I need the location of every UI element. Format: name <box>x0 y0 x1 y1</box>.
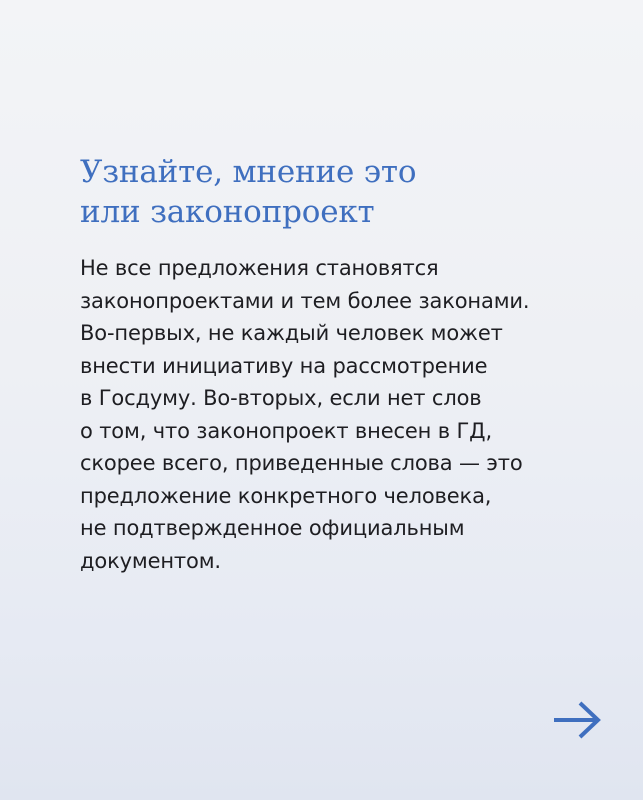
next-button[interactable] <box>550 698 604 742</box>
arrow-right-icon <box>550 698 604 742</box>
headline <box>80 152 580 232</box>
body-line: предложение конкретного человека, <box>80 483 492 508</box>
body-line: не подтвержденное официальным <box>80 516 465 540</box>
body-line: Не все предложения становятся <box>80 256 439 280</box>
body-line: внести инициативу на рассмотрение <box>80 353 488 378</box>
body-line: документом. <box>80 548 221 573</box>
headline-line: Узнайте, мнение это <box>80 154 417 190</box>
headline-line: или законопроект <box>80 194 375 230</box>
body-line: законопроектами и тем более законами. <box>80 288 530 313</box>
body-paragraph <box>80 252 620 577</box>
body-line: скорее всего, приведенные слова — это <box>80 451 523 475</box>
body-line: в Госдуму. Во-вторых, если нет слов <box>80 386 482 410</box>
body-line: Во-первых, не каждый человек может <box>80 321 503 345</box>
body-line: о том, что законопроект внесен в ГД, <box>80 418 492 443</box>
